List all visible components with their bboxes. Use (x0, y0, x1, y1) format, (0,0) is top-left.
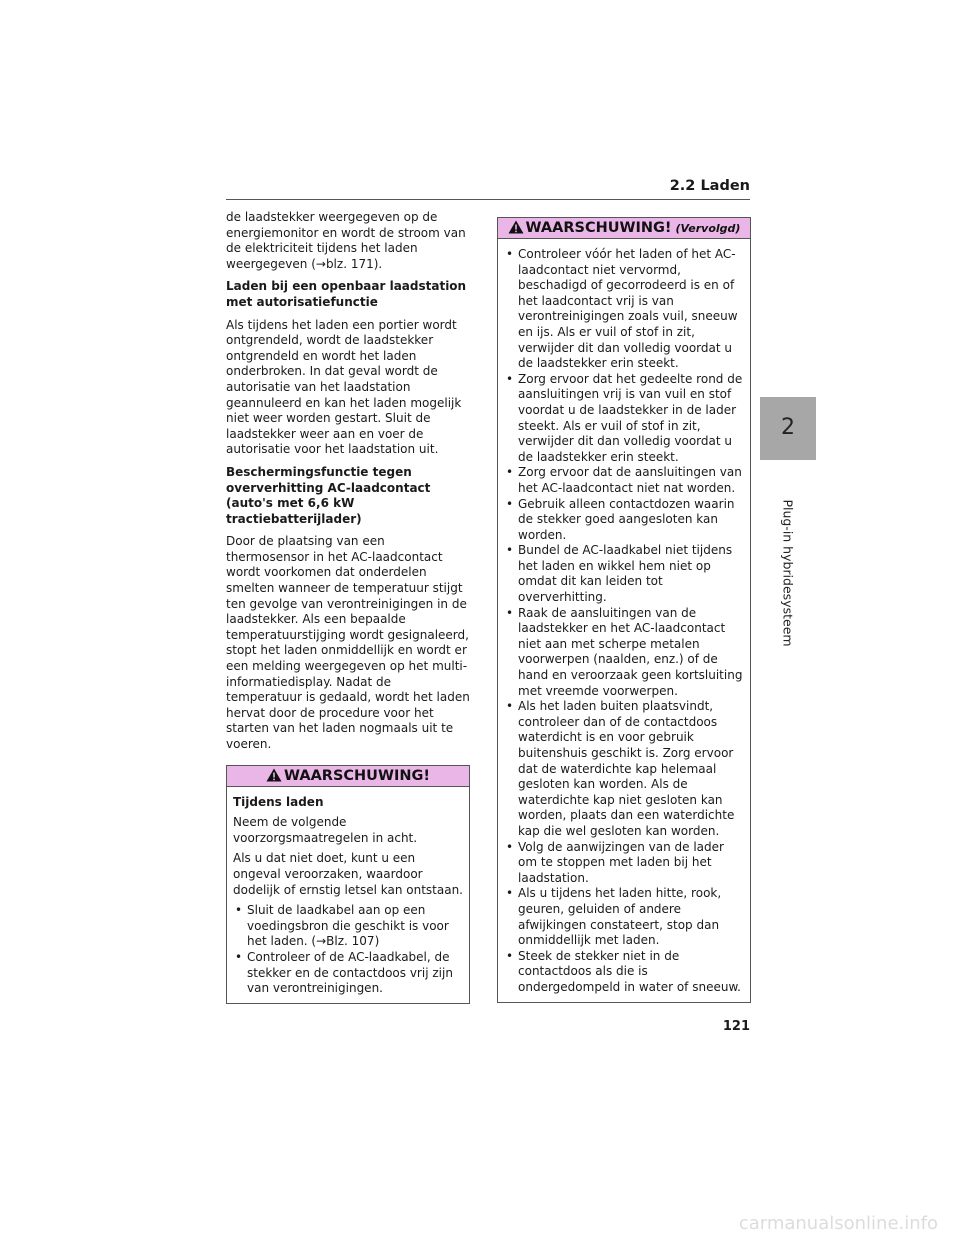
list-item: • Controleer vóór het laden of het AC-laadcontact niet vervormd, beschadigd of gecorrodeerd is en of het laadcontact vrij is van verontreinigingen zoals vuil, sneeuw en ijs. Als er vuil of stof in zit, verwijder dit dan volledig voordat u de laadstekker erin steekt. (504, 247, 744, 372)
list-item: • Gebruik alleen contactdozen waarin de stekker goed aangesloten kan worden. (504, 497, 744, 544)
bullet-list (233, 903, 463, 997)
list-item: • Zorg ervoor dat de aansluitingen van het AC-laadcontact niet nat worden. (504, 465, 744, 496)
right-column (497, 217, 751, 1003)
warning-box (226, 765, 470, 1004)
list-item: • Bundel de AC-laadkabel niet tijdens het laden en wikkel hem niet op omdat dit kan leiden tot oververhitting. (504, 543, 744, 605)
subheading: Laden bij een openbaar laadstation met autorisatiefunctie (226, 279, 467, 309)
list-item: • Raak de aansluitingen van de laadstekker en het AC-laadcontact niet aan met scherpe metalen voorwerpen (naalden, enz.) of de hand en veroorzaak geen kortsluiting met vreemde voorwerpen. (504, 606, 744, 700)
list-item: • Zorg ervoor dat het gedeelte rond de aansluitingen vrij is van vuil en stof voordat u de laadstekker in de lader steekt. Als er vuil of stof in zit, verwijder dit dan volledig voordat u de laadstekker erin steekt. (504, 372, 744, 466)
warning-header (227, 766, 469, 787)
chapter-number: 2 (781, 415, 795, 440)
section-title: 2.2 Laden (669, 178, 750, 194)
left-column (226, 210, 470, 1004)
paragraph: Neem de volgende voorzorgsmaatregelen in acht. (233, 815, 418, 845)
list-item: • Als u tijdens het laden hitte, rook, geuren, geluiden of andere afwijkingen constateert, stop dan onmiddellijk met laden. (504, 886, 744, 948)
chapter-tab (760, 397, 816, 460)
continued-label: (Vervolgd) (675, 222, 741, 235)
bullet-list (504, 247, 744, 996)
warning-triangle-icon (266, 768, 282, 782)
warning-box-continued (497, 217, 751, 1003)
warning-body (227, 787, 469, 1003)
watermark: carmanualsonline.info (738, 1213, 938, 1234)
paragraph: Door de plaatsing van een thermosensor in het AC-laadcontact wordt voorkomen dat onderdelen smelten wanneer de temperatuur stijgt ten gevolge van verontreinigingen in de laadstekker. Als een bepaalde temperatuurstijging wordt gesignaleerd, stopt het laden onmiddellijk en wordt er een melding weergegeven op het multi-informatiedisplay. Nadat de temperatuur is gedaald, wordt het laden hervat door de procedure voor het starten van het laden nogmaals uit te voeren. (226, 534, 470, 751)
chapter-label: Plug-in hybridesysteem (780, 499, 796, 647)
warning-triangle-icon (508, 220, 524, 234)
subheading: Beschermingsfunctie tegen oververhitting AC-laadcontact (auto's met 6,6 kW tractiebatterijlader) (226, 464, 431, 526)
list-item: • Als het laden buiten plaatsvindt, controleer dan of de contactdoos waterdicht is en voor gebruik buitenshuis geschikt is. Zorg ervoor dat de waterdichte kap helemaal gesloten kan worden. Als de waterdichte kap niet gesloten kan worden, plaats dan een waterdichte kap die wel gesloten kan worden. (504, 699, 744, 839)
warning-title: WAARSCHUWING! (525, 220, 672, 236)
page-number: 121 (722, 1019, 750, 1034)
paragraph: Als u dat niet doet, kunt u een ongeval veroorzaken, waardoor dodelijk of ernstig letsel kan ontstaan. (233, 851, 463, 897)
paragraph: de laadstekker weergegeven op de energiemonitor en wordt de stroom van de elektriciteit tijdens het laden weergegeven (→blz. 171). (226, 210, 466, 271)
header-divider (226, 199, 750, 200)
list-item: • Controleer of de AC-laadkabel, de stekker en de contactdoos vrij zijn van verontreinigingen. (233, 950, 463, 997)
warning-title: WAARSCHUWING! (284, 767, 430, 784)
warning-subheading: Tijdens laden (233, 794, 324, 809)
list-item: • Sluit de laadkabel aan op een voedingsbron die geschikt is voor het laden. (→Blz. 107) (233, 903, 463, 950)
list-item: • Steek de stekker niet in de contactdoos als die is ondergedompeld in water of sneeuw. (504, 949, 744, 996)
paragraph: Als tijdens het laden een portier wordt ontgrendeld, wordt de laadstekker ontgrendeld en wordt het laden onderbroken. In dat geval wordt de autorisatie van het laadstation geannuleerd en kan het laden mogelijk niet weer worden gestart. Sluit de laadstekker weer aan en voer de autorisatie voor het laadstation uit. (226, 317, 462, 457)
warning-body (498, 239, 750, 1002)
list-item: • Volg de aanwijzingen van de lader om te stoppen met laden bij het laadstation. (504, 840, 744, 887)
warning-header (498, 218, 750, 239)
